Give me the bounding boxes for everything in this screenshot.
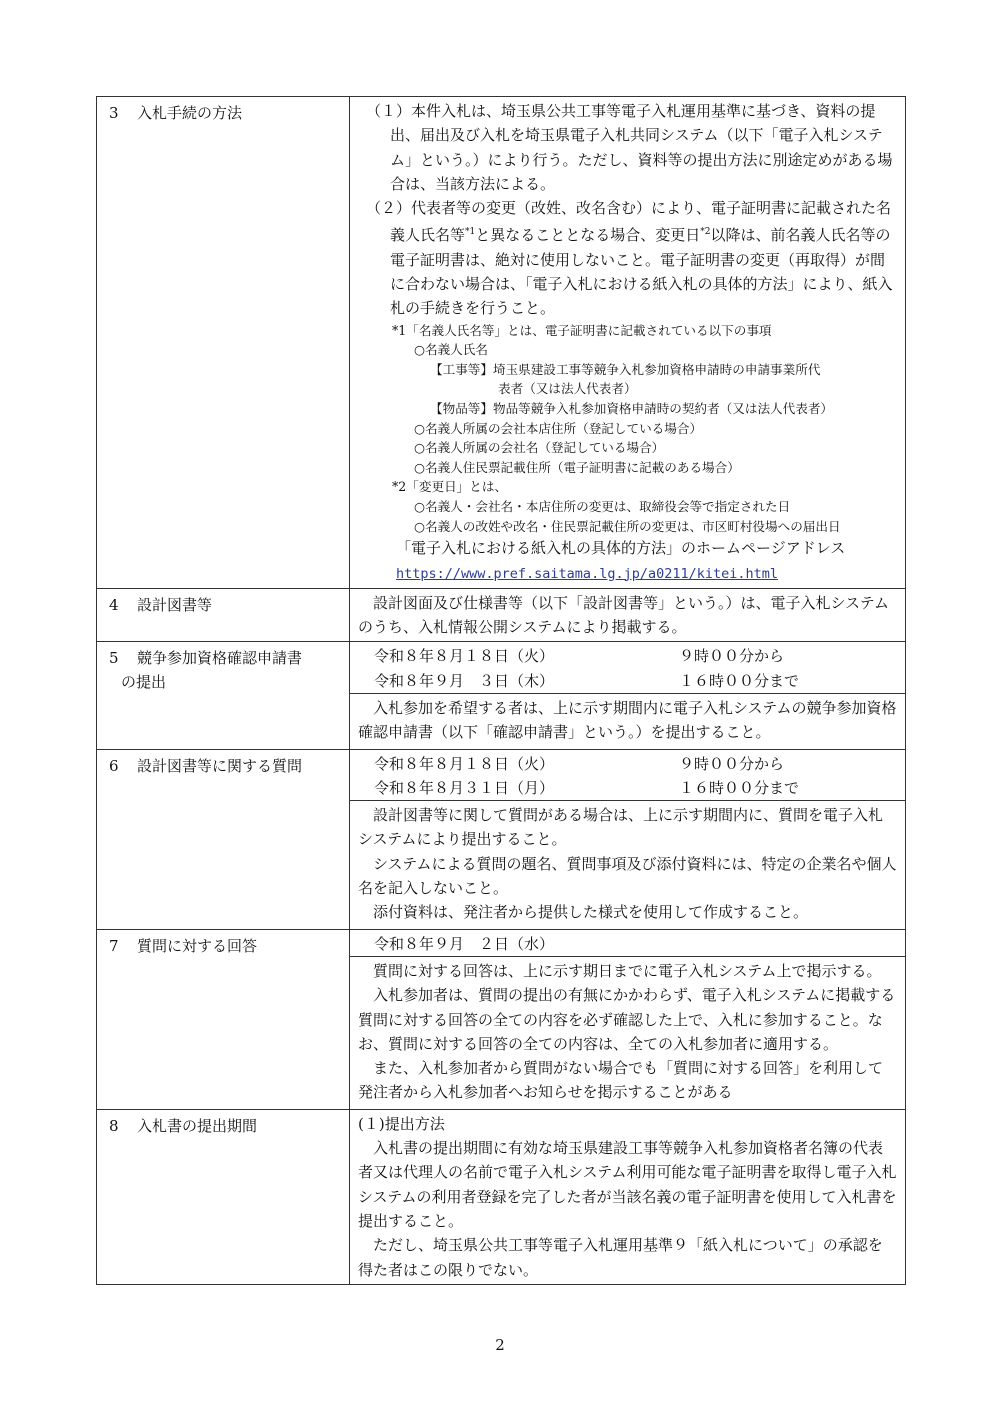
paragraph: 入札参加を希望する者は、上に示す期間内に電子入札システムの競争参加資格確認申請書（以下「確認申請書」という。）を提出すること。 [358,698,897,742]
table-row [97,929,906,1109]
table-row [97,642,906,749]
answer-date: 令和８年９月 ２日（水） [374,934,555,953]
row-content [350,588,906,642]
note-item: ○名義人所属の会社名（登記している場合） [414,440,665,456]
row-number: 8 [109,1116,119,1135]
row-content [350,749,906,929]
paragraph: 入札書の提出期間に有効な埼玉県建設工事等競争入札参加資格者名簿の代表者又は代理人の名前で電子入札システム利用可能な電子証明書を取得し電子入札システムの利用者登録を完了した者が当該名義の電子証明書を使用して入札書を提出すること。 [358,1139,897,1230]
footnote-marker: *2 [700,227,711,238]
row-number: 3 [109,104,119,122]
footnote-marker: *1 [465,227,476,238]
row-number: 7 [109,936,119,955]
paragraph: （１）本件入札は、埼玉県公共工事等電子入札運用基準に基づき、資料の提出、届出及び入札を埼玉県電子入札共同システム（以下「電子入札システム」という。）により行う。ただし、資料等の提出方法に別途定めがある場合は、当該方法による。 [366,102,893,193]
row-header [97,749,350,929]
table-row [97,588,906,642]
note-item: ○名義人氏名 [414,342,488,358]
row-content [350,1109,906,1284]
row-title: 入札書の提出期間 [137,1116,258,1135]
paragraph: 設計図面及び仕様書等（以下「設計図書等」という。）は、電子入札システムのうち、入札情報公開システムにより掲載する。 [358,593,890,637]
row-header [97,1109,350,1284]
note-item: 【工事等】埼玉県建設工事等競争入札参加資格申請時の申請事業所代 [430,361,821,377]
procedure-table [96,96,906,1285]
period-start: 令和８年８月１８日（火） ９時００分から [374,647,785,666]
row-title: 設計図書等に関する質問 [137,756,303,775]
period-end: 令和８年９月 ３日（木） １６時００分まで [374,671,800,690]
note-item: ○名義人の改姓や改名・住民票記載住所の変更は、市区町村役場への届出日 [414,518,841,534]
row-header [97,97,350,589]
paragraph: 添付資料は、発注者から提供した様式を使用して作成すること。 [373,903,809,922]
note-item: 【物品等】物品等競争入札参加資格申請時の契約者（又は法人代表者） [430,401,833,417]
row-title: 入札手続の方法 [137,104,243,122]
row-content [350,97,906,589]
url-label: 「電子入札における紙入札の具体的方法」のホームページアドレス [396,539,846,558]
paragraph: 質問に対する回答は、上に示す期日までに電子入札システム上で掲示する。 [373,961,882,980]
paragraph: 設計図書等に関して質問がある場合は、上に示す期間内に、質問を電子入札システムにより提出すること。 [358,806,884,849]
row-header [97,642,350,749]
paragraph: 入札参加者は、質問の提出の有無にかかわらず、電子入札システムに掲載する質問に対する回答の全ての内容を必ず確認した上で、入札に参加すること。なお、質問に対する回答の全ての内容は、全ての入札参加者に適用する。 [358,986,896,1053]
paragraph: （２）代表者等の変更（改姓、改名含む）により、電子証明書に記載された名義人氏名等$^{*1}$と異なることとなる場合、変更日$^{*2}$以降は、前名義人氏名等の電子証明書は、絶対に使用しないこと。電子証明書の変更（再取得）が間に合わない場合は、「電子入札における紙入札の具体的方法」により、紙入札の手続きを行うこと。 [366,199,893,318]
note: *1「名義人氏名等」とは、電子証明書に記載されている以下の事項 [392,322,772,338]
homepage-link[interactable]: https://www.pref.saitama.lg.jp/a0211/kitei.html [396,565,779,582]
paragraph: ただし、埼玉県公共工事等電子入札運用基準９「紙入札について」の承認を得た者はこの限りでない。 [358,1236,883,1279]
row-content [350,929,906,1109]
row-title-cont: の提出 [121,673,167,692]
note-item: 表者（又は法人代表者） [498,381,637,397]
subheading: (１)提出方法 [358,1114,445,1133]
paragraph: システムによる質問の題名、質問事項及び添付資料には、特定の企業名や個人名を記入しないこと。 [358,854,897,898]
row-number: 5 [109,649,119,668]
table-row [97,1109,906,1284]
period-start: 令和８年８月１８日（火） ９時００分から [374,754,785,773]
period-end: 令和８年８月３１日（月） １６時００分まで [374,778,800,797]
row-number: 4 [109,595,119,614]
paragraph: また、入札参加者から質問がない場合でも「質問に対する回答」を利用して発注者から入札参加者へお知らせを掲示することがある [358,1059,884,1102]
row-title: 設計図書等 [137,595,213,614]
note-item: ○名義人所属の会社本店住所（登記している場合） [414,420,703,436]
note-item: ○名義人住民票記載住所（電子証明書に記載のある場合） [414,459,740,475]
table-row [97,97,906,589]
row-title: 競争参加資格確認申請書 [137,649,303,668]
row-header [97,929,350,1109]
page-number: 2 [495,1336,505,1354]
note-item: ○名義人・会社名・本店住所の変更は、取締役会等で指定された日 [414,499,791,515]
row-number: 6 [109,756,119,775]
note: *2「変更日」とは、 [392,479,508,495]
table-row [97,749,906,929]
row-content [350,642,906,749]
row-header [97,588,350,642]
row-title: 質問に対する回答 [137,936,258,955]
